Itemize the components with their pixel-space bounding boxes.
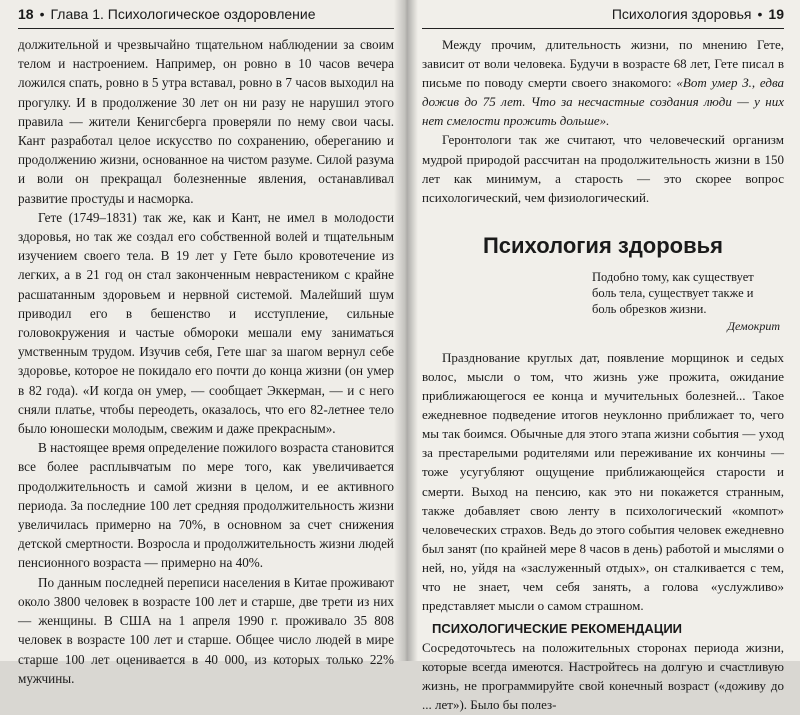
left-body-text — [18, 35, 394, 688]
right-main-text — [422, 348, 784, 615]
intro-text: Между прочим, длительность жизни, по мнению Гете, зависит от воли человека. Будучи в возрасте 68 лет, Гете писал в письме по поводу смерти своего знакомого: — [422, 37, 784, 91]
left-paragraph-4: По данным последней переписи населения в Китае проживают около 3800 человек в возрасте 100 лет и старше, две трети из них — женщины. В США на 1 апреля 1990 г. проживало 35 808 человек в возрасте 100 лет и старше. Общее число людей в мире старше 100 лет оценивается в 40 000, из которых только 22% мужчины. — [18, 574, 394, 686]
left-paragraph-1: должительной и чрезвычайно тщательном наблюдении за своим телом и настроением. Например, он ровно в 10 часов вечера ложился спать, ровно в 5 утра вставал, ровно в 7 часов выходил на прогулку. И в продолжение 30 лет он ни разу не нарушил этого правила — жители Кенигсберга проверяли по нему свои часы. Кант разработал целое искусство по сохранению, оберeганию и продолжению жизни, основанное на чистом разуме. Силой разума и воли он прекращал болезненные явления, останавливал развитие простуды и насморка. — [18, 37, 394, 206]
gerontology-paragraph: Геронтологи так же считают, что человеческий организм мудрой природой рассчитан на продолжительность жизни в 150 лет как минимум, а старость — это скорее вопрос психологический, чем физиологический. — [422, 132, 784, 205]
right-page-number: 19 — [768, 6, 784, 22]
right-section-head: Психология здоровья — [611, 6, 752, 22]
goethe-quote: «Вот умер З., едва дожив до 75 лет. Что за несчастные создания люди — у них нет смелости прожить дольше». — [422, 75, 785, 129]
right-head-separator: • — [757, 6, 763, 22]
right-running-head — [422, 0, 784, 29]
right-intro-paragraph — [422, 35, 784, 130]
left-chapter-title: Глава 1. Психологическое оздоровление — [50, 6, 316, 22]
left-page — [0, 0, 408, 686]
recommendation-paragraph: Сосредоточьтесь на положительных сторонах периода жизни, которые всегда имеются. Настройтесь на долгую и счастливую жизнь, не программируйте свой конечный возраст («доживу до ... лет»). Было бы полез- — [422, 640, 784, 713]
section-title: Психология здоровья — [482, 232, 723, 258]
epigraph: Подобно тому, как существует боль тела, существует также и боль обрезков жизни. — [592, 269, 754, 316]
epigraph-author: Демокрит — [727, 318, 780, 333]
left-head-separator: • — [39, 6, 45, 22]
right-body-text — [422, 35, 784, 207]
recommendations-subheading: ПСИХОЛОГИЧЕСКИЕ РЕКОМЕНДАЦИИ — [432, 621, 683, 637]
left-paragraph-2: Гете (1749–1831) так же, как и Кант, не имел в молодости здоровья, но так же создал его собственной волей и тщательным изучением своего тела. В 19 лет у Гете было кровотечение из легких, а в 21 год он стал законченным неврастеником с крайне расшатанным здоровьем и нервной системой. Малейший шум приводил его в бешенство и исступление, сильные головокружения и частые обмороки мешали ему заниматься умственным трудом. Изучив себя, Гете шаг за шагом вернул себе здоровье, которое не покидало его почти до конца жизни (он умер в 82 года). «И когда он умер, — сообщает Эккерман, — и с него сняли платье, чтобы переодеть, оказалось, что его 82-летнее тело было юношески молодым, свежим и даже прекрасным». — [18, 209, 394, 437]
left-running-head — [18, 0, 394, 29]
left-paragraph-3: В настоящее время определение пожилого возраста становится все более расплывчатым по мере того, как увеличивается продолжительность и самой жизни в целом, и ее активного периода. За последние 100 лет средняя продолжительность жизни увеличилась примерно на 70%, в основном за счет снижения детской смертности. Возросла и продолжительность жизни людей пенсионного возраста — примерно на 40%. — [18, 440, 394, 571]
recommendations-text — [422, 638, 784, 714]
right-page — [408, 0, 800, 713]
left-page-number: 18 — [18, 6, 34, 22]
main-paragraph: Празднование круглых дат, появление морщинок и седых волос, мысли о том, что жизнь уже прожита, ожидание приближающегося ее конца и мучительных болезней... Такое ежедневное подведение итогов неуклонно приближает то, чего мы так боимся. Обычные для этого этапа жизни события — уход за престарелыми родителями или переживание их кончины — тоже усугубляют ощущение приближающейся старости и смерти. Выход на пенсию, как это ни покажется странным, также добавляет свою ленту в психологический «компот» человеческих страхов. Ведь до этого события человек ежедневно был занят (по крайней мере 8 часов в день) работой и мыслями о ней, но, уйдя на «заслуженный отдых», он сталкивается с тем, что не знает, чем себя занять, а голова «услужливо» представляет мысли о самом страшном. — [422, 349, 784, 614]
